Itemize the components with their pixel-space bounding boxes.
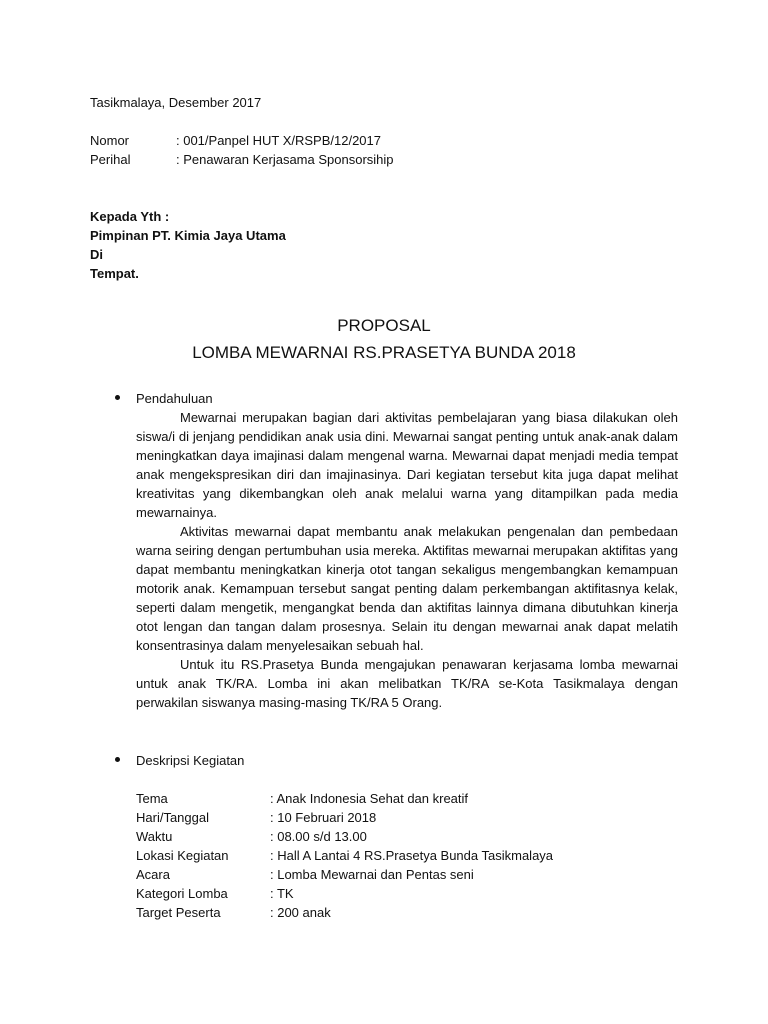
table-row (136, 846, 553, 865)
row-value: : 08.00 s/d 13.00 (270, 829, 367, 844)
nomor-label: Nomor (90, 133, 130, 148)
paragraph: Mewarnai merupakan bagian dari aktivitas pembelajaran yang biasa dilakukan oleh siswa/i di jenjang pendidikan anak usia dini. Mewarnai sangat penting untuk anak-anak dalam meningkatkan daya imajinasi dalam mengenal warna. Mewarnai dapat menjadi media tempat anak mengekspresikan diri dan imajinasinya. Dari kegiatan tersebut kita juga dapat melihat kreativitas yang dikembangkan oleh anak melalui warna yang ditampilkan pada media mewarnainya. (136, 410, 678, 520)
table-row (136, 903, 553, 922)
recipient-di: Di (90, 247, 103, 262)
proposal-subtitle: LOMBA MEWARNAI RS.PRASETYA BUNDA 2018 (192, 343, 576, 362)
row-label: Target Peserta (136, 905, 221, 920)
section-heading: Deskripsi Kegiatan (136, 753, 245, 768)
recipient-salutation: Kepada Yth : (90, 209, 170, 224)
proposal-title: PROPOSAL (337, 316, 431, 335)
row-value: : 10 Februari 2018 (270, 810, 377, 825)
table-row (136, 808, 553, 827)
nomor-value: : 001/Panpel HUT X/RSPB/12/2017 (176, 133, 381, 148)
row-value: : Anak Indonesia Sehat dan kreatif (270, 791, 469, 806)
place-date: Tasikmalaya, Desember 2017 (90, 95, 262, 110)
bullet-icon (115, 395, 120, 400)
recipient-tempat: Tempat. (90, 266, 139, 281)
row-value: : TK (270, 886, 294, 901)
row-value: : Hall A Lantai 4 RS.Prasetya Bunda Tasikmalaya (270, 848, 554, 863)
row-label: Waktu (136, 829, 173, 844)
table-row (136, 865, 553, 884)
pendahuluan-body (136, 408, 678, 712)
paragraph: Aktivitas mewarnai dapat membantu anak melakukan pengenalan dan pembedaan warna seiring dengan pertumbuhan usia mereka. Aktifitas mewarnai merupakan aktifitas yang dapat membantu meningkatkan kinerja otot tangan sekaligus mengembangkan kemampuan motorik anak. Kemampuan tersebut sangat penting dalam perkembangan aktifitasnya kelak, seperti dalam mengetik, mengangkat benda dan aktifitas lainnya dimana dibutuhkan kinerja otot lengan dan tangan dalam prosesnya. Selain itu dengan mewarnai anak dapat melatih konsentrasinya dalam menyelesaikan sebuah hal. (136, 524, 678, 653)
table-row (136, 827, 553, 846)
paragraph: Untuk itu RS.Prasetya Bunda mengajukan penawaran kerjasama lomba mewarnai untuk anak TK/RA. Lomba ini akan melibatkan TK/RA se-Kota Tasikmalaya dengan perwakilan siswanya masing-masing TK/RA 5 Orang. (136, 657, 678, 710)
table-row (136, 789, 553, 808)
section-pendahuluan (115, 389, 213, 408)
row-value: : 200 anak (270, 905, 331, 920)
perihal-value: : Penawaran Kerjasama Sponsorsihip (176, 152, 394, 167)
section-deskripsi (115, 751, 244, 770)
kegiatan-table (136, 789, 553, 922)
table-row (136, 884, 553, 903)
row-value: : Lomba Mewarnai dan Pentas seni (270, 867, 474, 882)
row-label: Acara (136, 867, 170, 882)
recipient-name: Pimpinan PT. Kimia Jaya Utama (90, 228, 286, 243)
row-label: Kategori Lomba (136, 886, 228, 901)
perihal-label: Perihal (90, 152, 131, 167)
row-label: Lokasi Kegiatan (136, 848, 229, 863)
row-label: Hari/Tanggal (136, 810, 209, 825)
section-heading: Pendahuluan (136, 391, 213, 406)
bullet-icon (115, 757, 120, 762)
row-label: Tema (136, 791, 168, 806)
